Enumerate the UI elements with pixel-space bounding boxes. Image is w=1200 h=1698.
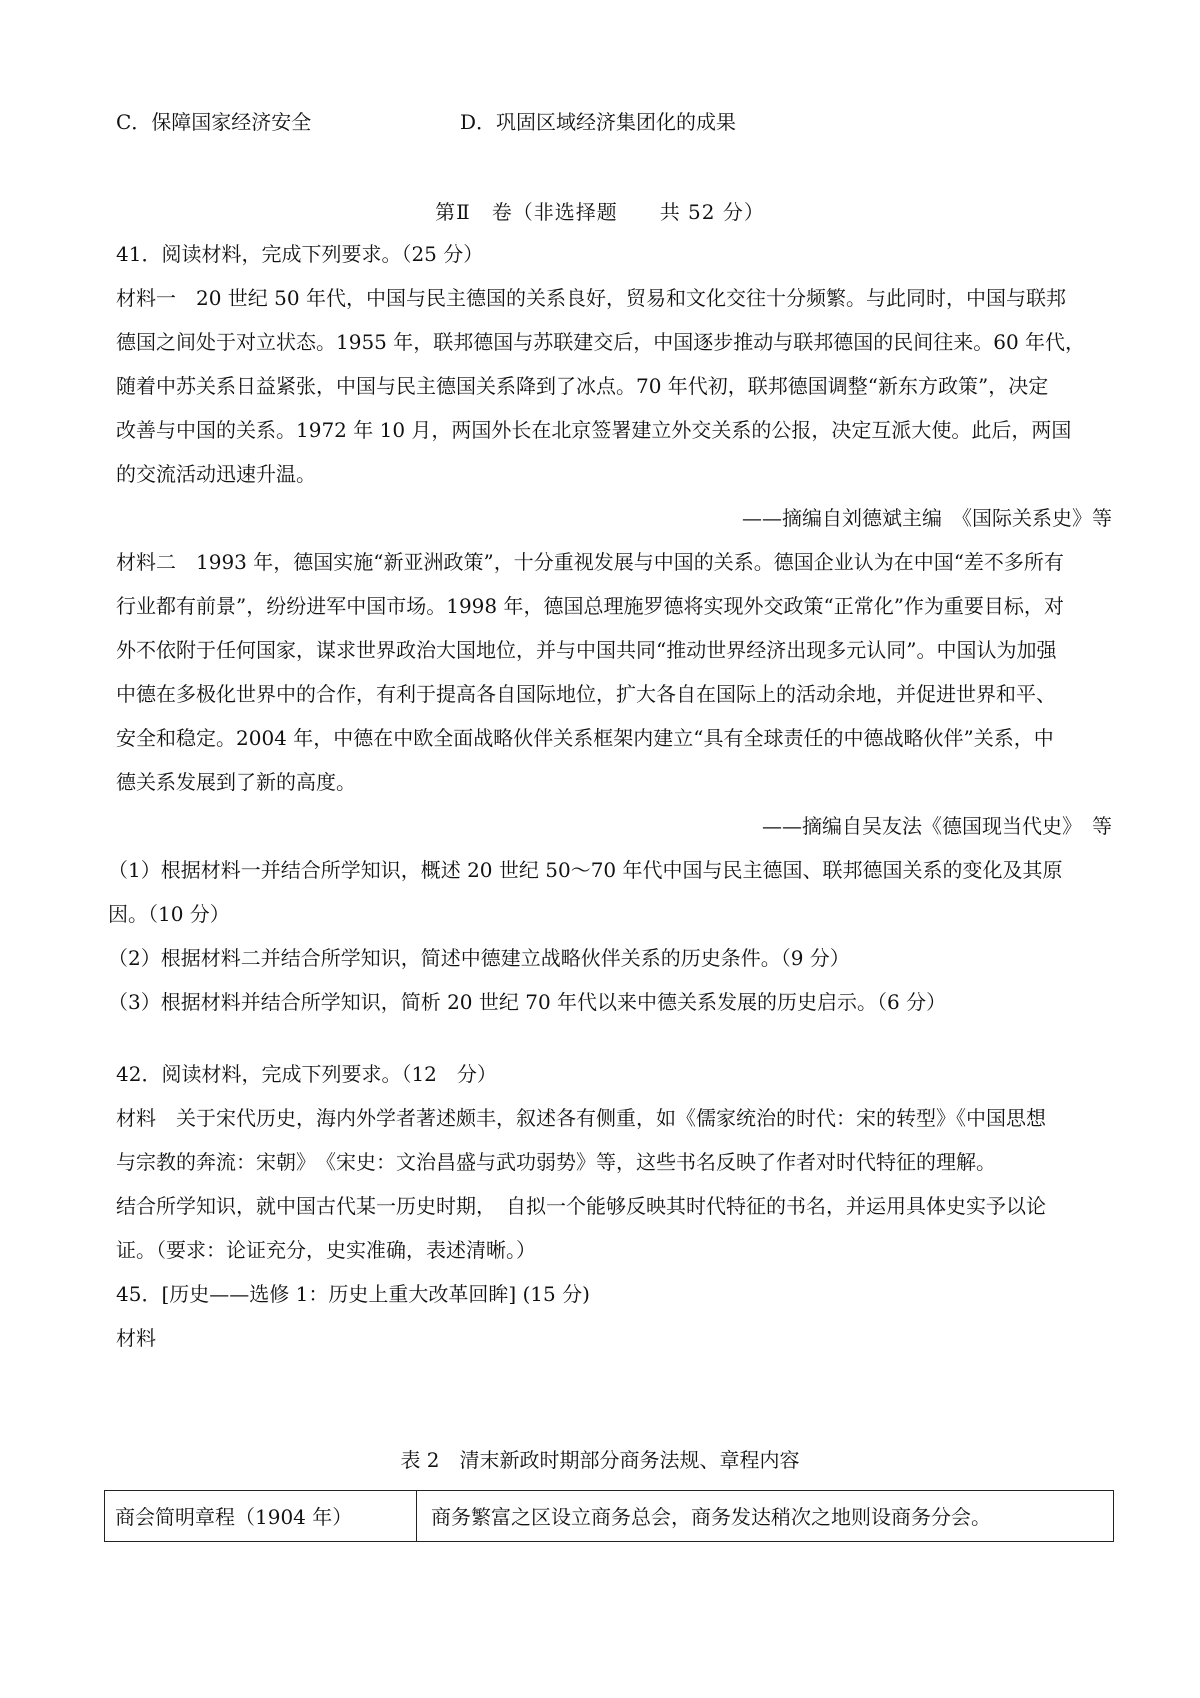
material-line: 材料二 1993 年，德国实施“新亚洲政策”，十分重视发展与中国的关系。德国企业认为在中国“差不多所有	[116, 550, 1064, 574]
q45-material-label: 材料	[116, 1326, 156, 1350]
q42-heading: 42．阅读材料，完成下列要求。（12 分）	[116, 1062, 497, 1086]
option-c: C．保障国家经济安全	[116, 110, 312, 134]
table-cell-content: 商务繁富之区设立商务总会，商务发达稍次之地则设商务分会。	[431, 1505, 991, 1529]
subquestion-line: （1）根据材料一并结合所学知识，概述 20 世纪 50～70 年代中国与民主德国、联邦德国关系的变化及其原	[108, 858, 1063, 882]
material-line: 德关系发展到了新的高度。	[116, 770, 356, 794]
option-d: D．巩固区域经济集团化的成果	[460, 110, 737, 134]
q41-subquestion-1	[108, 854, 1112, 942]
table-cell-name: 商会简明章程（1904 年）	[105, 1491, 417, 1541]
task-line: 证。（要求：论证充分，史实准确，表述清晰。）	[116, 1238, 536, 1262]
question-42	[116, 1058, 1112, 1366]
material-line: 安全和稳定。2004 年，中德在中欧全面战略伙伴关系框架内建立“具有全球责任的中德战略伙伴”关系，中	[116, 726, 1054, 750]
question-41	[108, 238, 1112, 1030]
q41-source-2: ——摘编自吴友法《德国现当代史》 等	[762, 814, 1112, 838]
table-caption: 表 2 清末新政时期部分商务法规、章程内容	[400, 1448, 800, 1472]
material-line: 改善与中国的关系。1972 年 10 月，两国外长在北京签署建立外交关系的公报，决定互派大使。此后，两国	[116, 418, 1072, 442]
q41-heading: 41．阅读材料，完成下列要求。（25 分）	[116, 242, 484, 266]
material-line: 外不依附于任何国家，谋求世界政治大国地位，并与中国共同“推动世界经济出现多元认同”。中国认为加强	[116, 638, 1057, 662]
section-title: 第Ⅱ 卷（非选择题 共 52 分）	[435, 200, 765, 224]
q41-subquestion-2: （2）根据材料二并结合所学知识，简述中德建立战略伙伴关系的历史条件。（9 分）	[108, 946, 850, 970]
q41-subquestion-3: （3）根据材料并结合所学知识，简析 20 世纪 70 年代以来中德关系发展的历史启示。（6 分）	[108, 990, 947, 1014]
material-line: 行业都有前景”，纷纷进军中国市场。1998 年，德国总理施罗德将实现外交政策“正常化”作为重要目标，对	[116, 594, 1064, 618]
q41-source-1: ——摘编自刘德斌主编 《国际关系史》等	[742, 506, 1112, 530]
q45-heading: 45．[历史——选修 1：历史上重大改革回眸] (15 分)	[116, 1282, 590, 1306]
material-line: 中德在多极化世界中的合作，有利于提高各自国际地位，扩大各自在国际上的活动余地，并促进世界和平、	[116, 682, 1056, 706]
q41-material-1	[116, 282, 1112, 502]
material-line: 材料一 20 世纪 50 年代，中国与民主德国的关系良好，贸易和文化交往十分频繁。与此同时，中国与联邦	[116, 286, 1066, 310]
q41-material-2	[116, 546, 1112, 810]
task-line: 结合所学知识，就中国古代某一历史时期， 自拟一个能够反映其时代特征的书名，并运用具体史实予以论	[116, 1194, 1046, 1218]
subquestion-line: 因。（10 分）	[108, 902, 230, 926]
material-line: 德国之间处于对立状态。1955 年，联邦德国与苏联建交后，中国逐步推动与联邦德国的民间往来。60 年代，	[116, 330, 1086, 354]
regulations-table	[104, 1490, 1114, 1542]
material-line: 随着中苏关系日益紧张，中国与民主德国关系降到了冰点。70 年代初，联邦德国调整“新东方政策”，决定	[116, 374, 1049, 398]
answer-options	[116, 106, 1112, 146]
material-line: 材料 关于宋代历史，海内外学者著述颇丰，叙述各有侧重，如《儒家统治的时代：宋的转型》《中国思想	[116, 1106, 1046, 1130]
material-line: 与宗教的奔流：宋朝》 《宋史：文治昌盛与武功弱势》等，这些书名反映了作者对时代特征的理解。	[116, 1150, 996, 1174]
material-line: 的交流活动迅速升温。	[116, 462, 316, 486]
